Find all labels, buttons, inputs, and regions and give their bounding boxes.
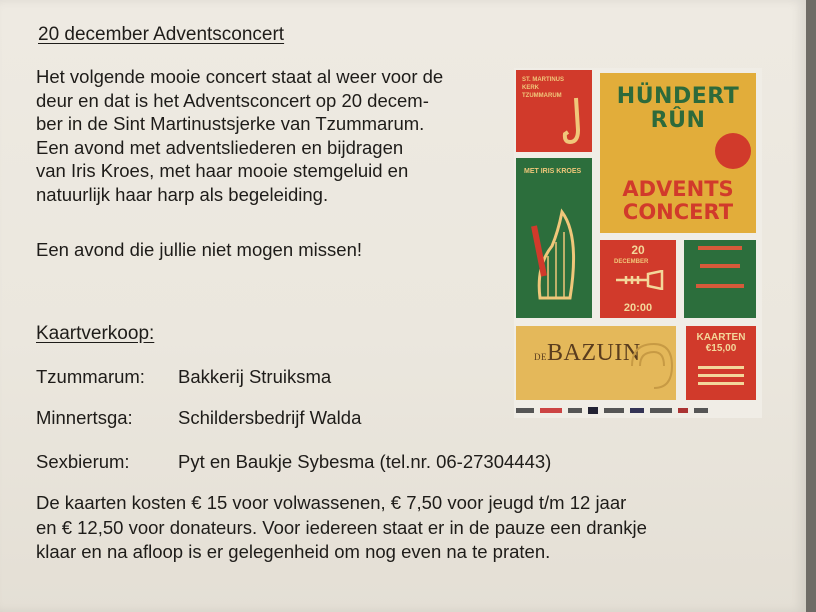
trumpet-icon xyxy=(614,270,664,290)
poster-church-block xyxy=(516,70,592,152)
sponsor-logo xyxy=(588,407,598,414)
miss-line: Een avond die jullie niet mogen missen! xyxy=(36,239,362,260)
sales-seller: Schildersbedrijf Walda xyxy=(178,407,362,428)
sponsor-logo xyxy=(650,408,672,413)
sales-place: Tzummarum: xyxy=(36,366,145,387)
poster-info-block xyxy=(684,240,756,318)
sales-seller: Pyt en Baukje Sybesma (tel.nr. 06-27304443) xyxy=(178,451,552,472)
sales-row-sexbierum xyxy=(36,451,551,473)
poster-tickets-block xyxy=(686,326,756,400)
poster-tickets: KAARTEN €15,00 xyxy=(696,332,746,354)
poster-bazuin-word: BAZUIN xyxy=(547,340,641,366)
sponsor-logos xyxy=(516,406,760,414)
sponsor-logo xyxy=(604,408,624,413)
sponsor-logo xyxy=(678,408,688,413)
price-line: en € 12,50 voor donateurs. Voor iedereen staat er in de pauze een drankje xyxy=(36,516,647,538)
poster-text-lines xyxy=(698,366,744,369)
intro-line: natuurlijk haar harp als begeleiding. xyxy=(36,183,329,205)
horn-icon xyxy=(626,336,676,396)
sponsor-logo xyxy=(630,408,644,413)
intro-line: van Iris Kroes, met haar mooie stemgeluid en xyxy=(36,160,409,181)
saxophone-icon xyxy=(562,96,588,148)
sales-place: Sexbierum: xyxy=(36,451,130,472)
poster-advents-concert: ADVENTS CONCERT xyxy=(622,177,734,224)
price-line: De kaarten kosten € 15 voor volwassenen, € 7,50 voor jeugd t/m 12 jaar xyxy=(36,492,627,513)
poster-date-block xyxy=(600,240,676,318)
intro-line: deur en dat is het Adventsconcert op 20 decem- xyxy=(36,89,429,111)
poster-text-lines xyxy=(696,284,744,288)
intro-line: Een avond met adventsliederen en bijdragen xyxy=(36,136,404,158)
poster-time: 20:00 xyxy=(623,302,653,314)
poster-title-block xyxy=(600,73,756,233)
ticket-sales-heading: Kaartverkoop: xyxy=(36,323,155,344)
ornament-ball-icon xyxy=(715,133,751,169)
article-title: 20 december Adventsconcert xyxy=(38,24,285,45)
price-paragraph xyxy=(36,491,796,565)
poster-bazuin-block xyxy=(516,326,676,400)
poster-text-lines xyxy=(700,264,740,268)
sales-row-tzummarum xyxy=(36,366,331,388)
poster-text-lines xyxy=(698,374,744,377)
poster-text-lines xyxy=(698,246,742,250)
poster-month: DECEMBER xyxy=(614,259,649,265)
sponsor-logo xyxy=(568,408,582,413)
poster-hundert-run: HÜNDERT RÛN xyxy=(616,84,740,133)
poster-guest-block xyxy=(516,158,592,318)
sponsor-logo xyxy=(540,408,562,413)
harp-icon xyxy=(522,206,586,306)
intro-paragraph xyxy=(36,65,516,206)
poster-date: 20 xyxy=(631,243,645,257)
intro-line: Het volgende mooie concert staat al weer voor de xyxy=(36,66,444,87)
sponsor-logo xyxy=(694,408,708,413)
sponsor-logo xyxy=(516,408,534,413)
poster-bazuin-prefix: DE xyxy=(534,352,547,362)
sales-row-minnertsga xyxy=(36,407,361,429)
concert-poster xyxy=(514,68,762,418)
poster-church-label: ST. MARTINUS KERK TZUMMARUM xyxy=(522,77,564,99)
poster-guest-label: MET IRIS KROES xyxy=(524,168,582,175)
poster-text-lines xyxy=(698,382,744,385)
sales-seller: Bakkerij Struiksma xyxy=(178,366,332,387)
price-line: klaar en na afloop is er gelegenheid om nog even na te praten. xyxy=(36,541,551,562)
poster-bazuin xyxy=(534,340,641,367)
intro-line: ber in de Sint Martinustsjerke van Tzummarum. xyxy=(36,113,425,134)
sales-place: Minnertsga: xyxy=(36,407,133,428)
